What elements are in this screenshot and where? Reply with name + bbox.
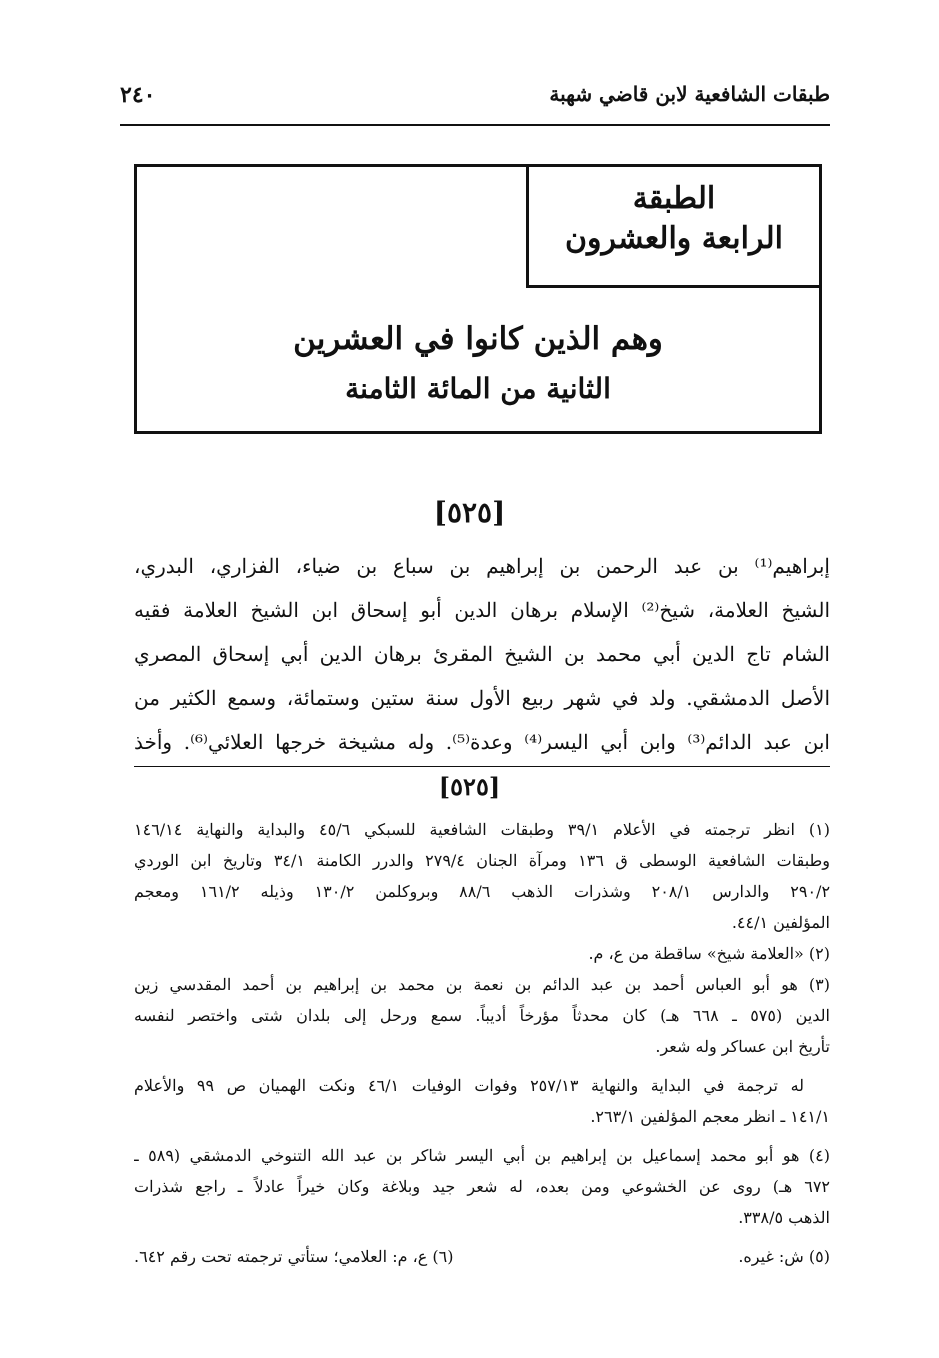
footnote-4-line: (٤) هو أبو محمد إسماعيل بن إبراهيم بن أبي اليسر شاكر بن عبد الله التنوخي الدمشقي (٥٨٩ ـ [134, 1146, 830, 1165]
footnotes-5-6 [134, 1241, 830, 1272]
page-number: ٢٤٠ [120, 82, 156, 108]
footnote-6: (٦) ع، م: العلامي؛ ستأتي ترجمته تحت رقم ٦٤٢. [134, 1247, 454, 1266]
running-head-title: طبقات الشافعية لابن قاضي شهبة [549, 82, 830, 106]
footnote-3-line: (٣) هو أبو العباس أحمد بن عبد الدائم بن نعمة بن محمد بن إبراهيم بن أحمد المقدسي زين [134, 975, 830, 994]
footnote-2: (٢) «العلامة شيخ» ساقطة من ع، م. [588, 944, 830, 963]
body-line: الأصل الدمشقي. ولد في شهر ربيع الأول سنة ستين وستمائة، وسمع الكثير من [134, 686, 830, 710]
body-line: الشام تاج الدين أبي محمد بن الشيخ المقرئ برهان الدين أبي إسحاق المصري [134, 642, 830, 666]
footnote-1-line: (١) انظر ترجمته في الأعلام ٣٩/١ وطبقات الشافعية للسبكي ٤٥/٦ والبداية والنهاية ١٤٦/١٤ [134, 820, 830, 839]
tier-label-box [526, 164, 822, 288]
footnote-3-extra-line: له ترجمة في البداية والنهاية ٢٥٧/١٣ وفوات الوفيات ٤٦/١ ونكت الهميان ص ٩٩ والأعلام [134, 1076, 805, 1095]
tier-line-2: الرابعة والعشرون [565, 221, 783, 256]
entry-body [134, 544, 830, 764]
footnote-1-line: المؤلفين ٤٤/١. [731, 913, 830, 932]
footnote-1-line: وطبقات الشافعية الوسطى ق ١٣٦ ومرآة الجنان ٢٧٩/٤ والدرر الكامنة ٣٤/١ وتاريخ ابن الوردي [134, 851, 830, 870]
section-subtitle [137, 313, 819, 413]
subtitle-line-2: الثانية من المائة الثامنة [345, 372, 611, 405]
body-line: الشيخ العلامة، شيخ⁽²⁾ الإسلام برهان الدين أبو إسحاق ابن الشيخ العلامة فقيه [134, 598, 830, 622]
body-line: ابن عبد الدائم⁽³⁾ وابن أبي اليسر⁽⁴⁾ وعدة⁽⁵⁾. وله مشيخة خرجها العلائي⁽⁶⁾. وأخذ [134, 730, 830, 754]
footnotes [134, 814, 830, 1272]
footnote-1-line: ٢٩٠/٢ والدارس ٢٠٨/١ وشذرات الذهب ٨٨/٦ وبروكلمن ١٣٠/٢ وذيله ١٦١/٢ ومعجم [134, 882, 830, 901]
footnote-3-line: الدين (٥٧٥ ـ ٦٦٨ هـ) كان محدثاً مؤرخاً أديباً. سمع ورحل إلى بلدان شتى واختصر لنفسه [134, 1006, 830, 1025]
section-header-box [134, 164, 822, 434]
footnote-4-line: ٦٧٢ هـ) روى عن الخشوعي ومن بعده، له شعر جيد وبلاغة وكان خيراً عادلاً ـ راجع شذرات [134, 1177, 830, 1196]
footnote-5: (٥) ش: غيره. [738, 1247, 830, 1266]
subtitle-line-1: وهم الذين كانوا في العشرين [293, 321, 663, 357]
footnote-entry-number: [٥٢٥] [438, 772, 501, 801]
footnote-3-line: تأريخ ابن عساكر وله شعر. [655, 1037, 830, 1056]
body-line: إبراهيم⁽¹⁾ بن عبد الرحمن بن إبراهيم بن سباع بن ضياء، الفزاري، البدري، [134, 554, 830, 578]
footnote-3-extra-line: ١٤١/١ ـ انظر معجم المؤلفين ٢٦٣/١. [590, 1107, 830, 1126]
header-rule [120, 124, 830, 126]
footnote-separator [134, 766, 830, 767]
entry-number: [٥٢٥] [433, 496, 506, 529]
footnote-4-line: الذهب ٣٣٨/٥. [738, 1208, 830, 1227]
running-head [120, 80, 830, 114]
tier-line-1: الطبقة [632, 181, 716, 216]
